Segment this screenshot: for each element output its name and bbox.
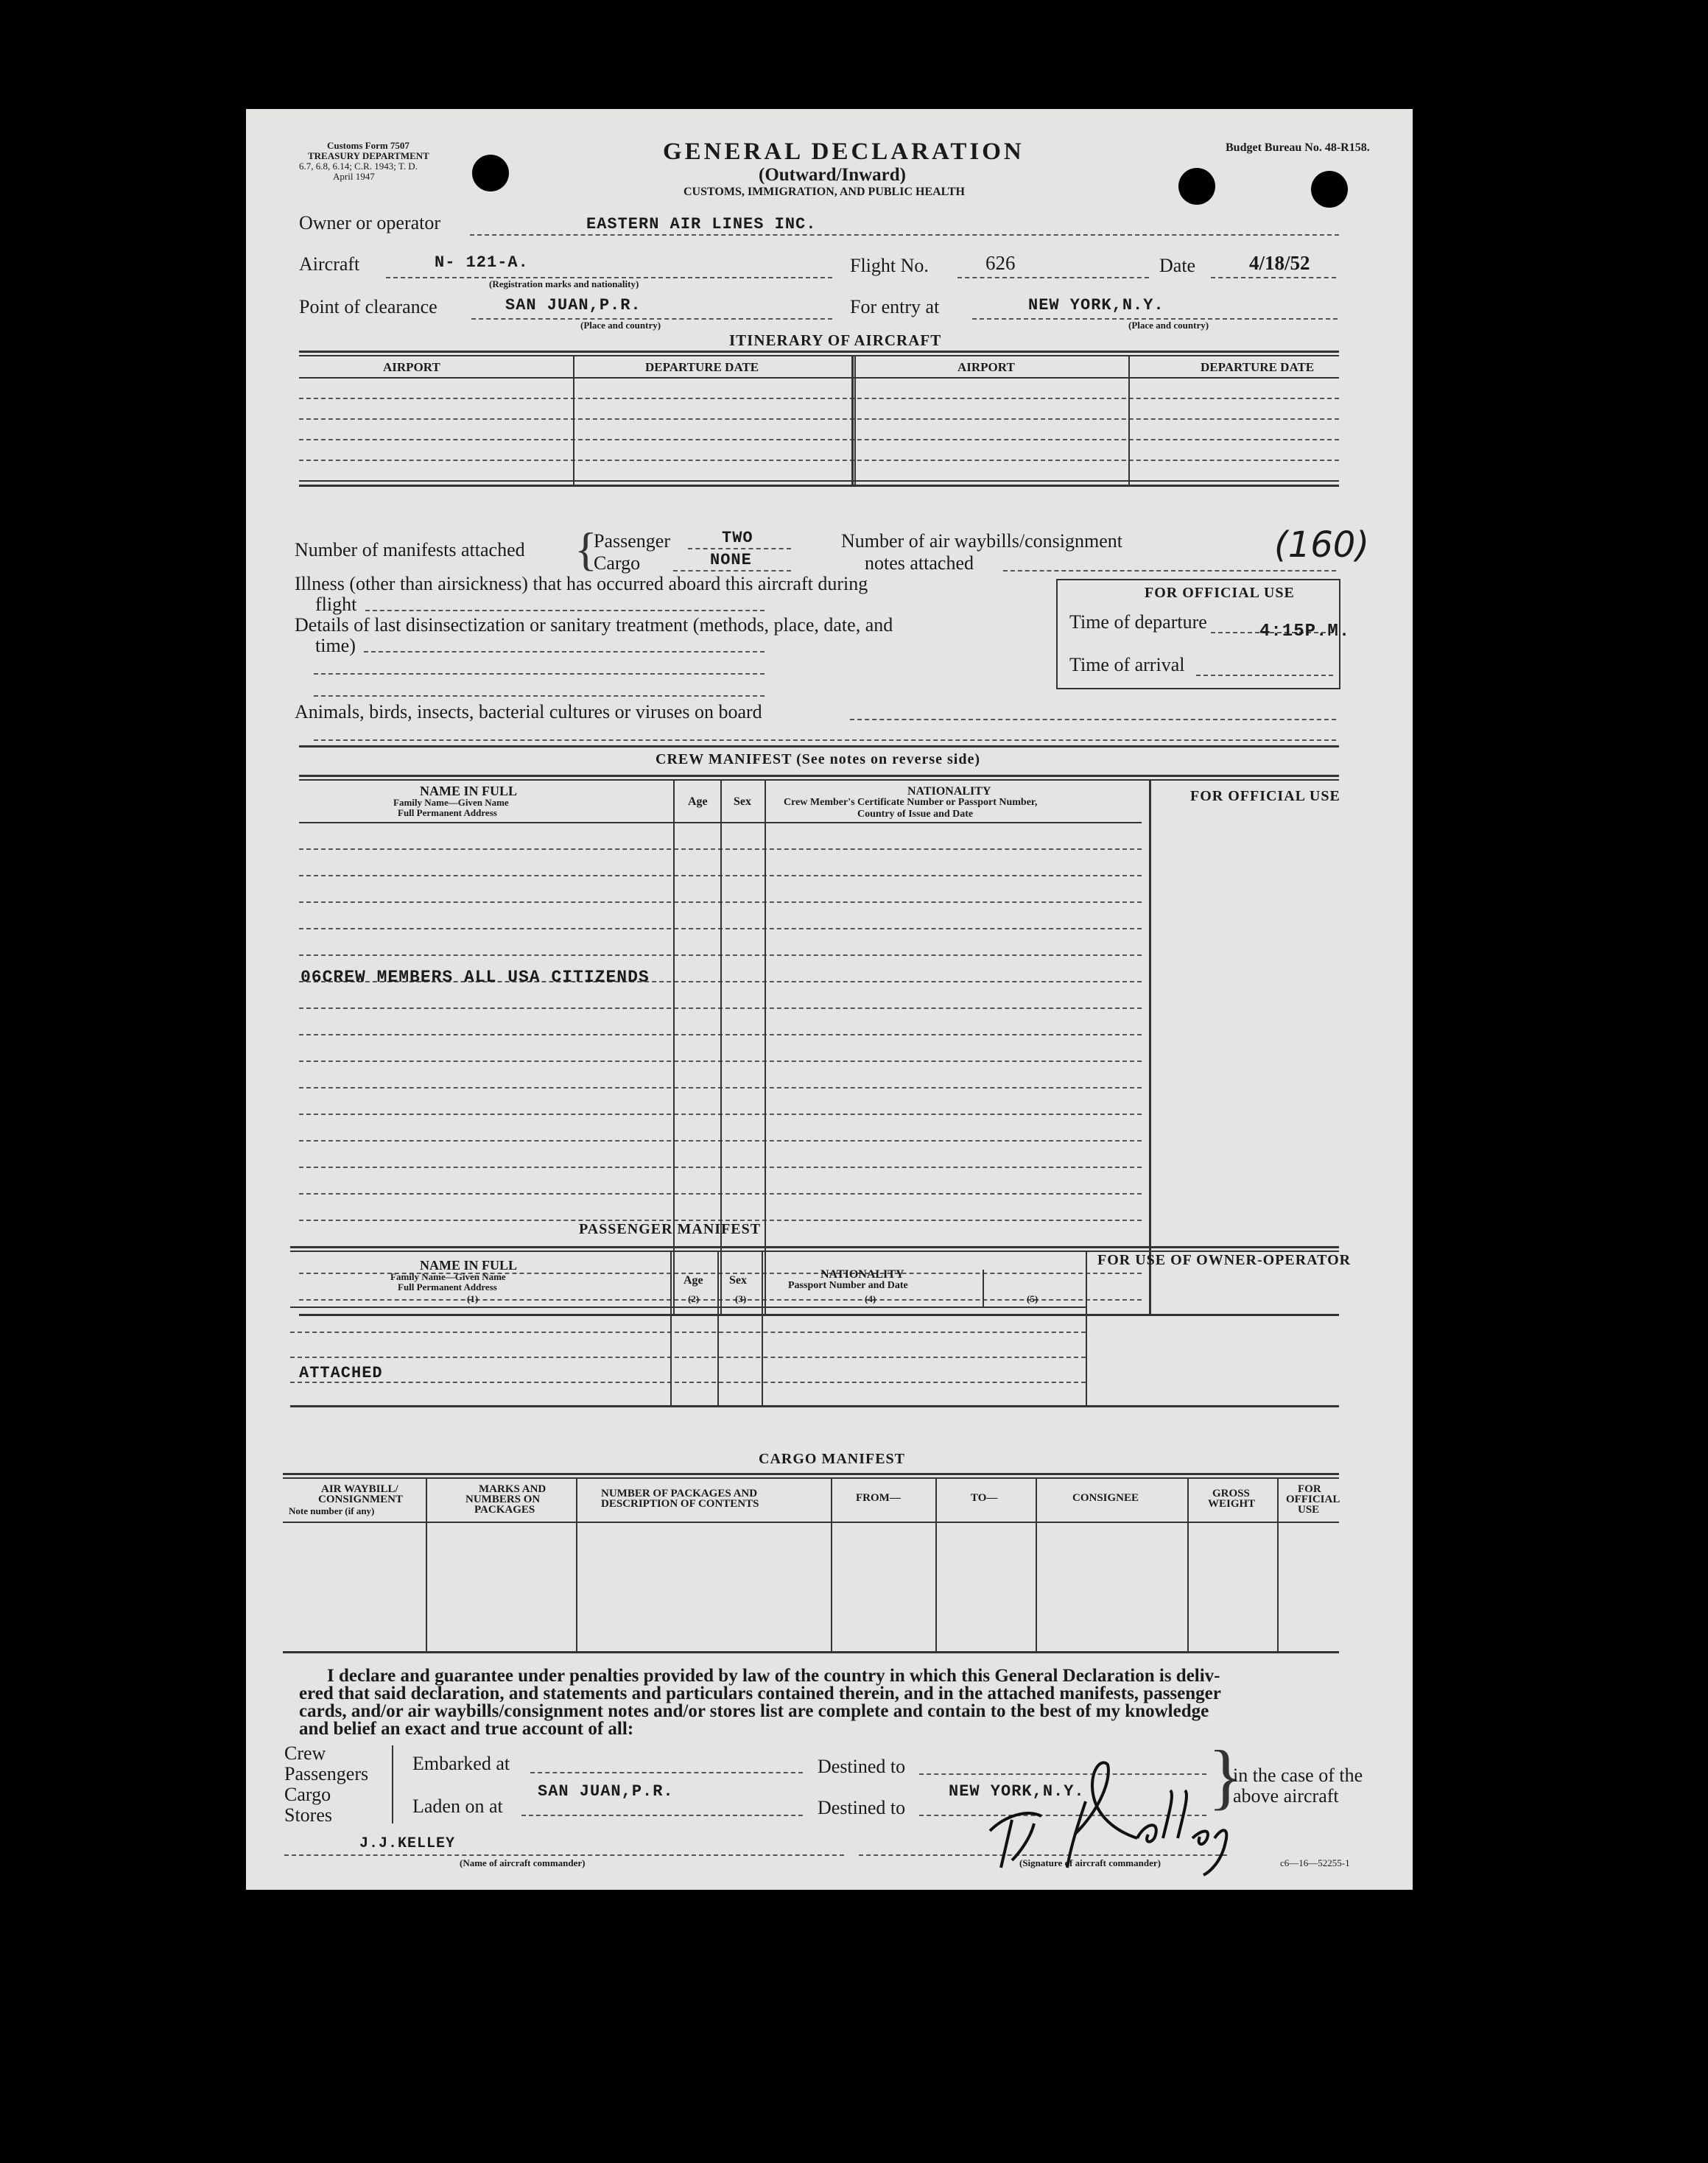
laden-label: Laden on at xyxy=(412,1796,503,1817)
pass-col-sex-num: (3) xyxy=(735,1293,747,1304)
cargo-col-1-b: CONSIGNMENT xyxy=(318,1494,404,1505)
waybills-label2: notes attached xyxy=(865,552,974,574)
crew-col-name3: Full Permanent Address xyxy=(398,807,497,818)
crew-title: CREW MANIFEST (See notes on reverse side) xyxy=(656,751,980,767)
cargo-col-3-b: DESCRIPTION OF CONTENTS xyxy=(601,1498,759,1510)
itinerary-col-airport-2: AIRPORT xyxy=(957,360,1015,374)
form-subtitle: (Outward/Inward) xyxy=(759,165,907,185)
cargo-col-1-a: AIR WAYBILL/ xyxy=(321,1483,398,1495)
cargo-col-8-b: OFFICIAL xyxy=(1286,1494,1340,1505)
form-subtitle2: CUSTOMS, IMMIGRATION, AND PUBLIC HEALTH xyxy=(683,186,965,198)
entry-value: NEW YORK,N.Y. xyxy=(1028,296,1164,314)
passenger-entry: ATTACHED xyxy=(299,1364,383,1382)
itinerary-col-departure-2: DEPARTURE DATE xyxy=(1201,360,1315,374)
owner-value: EASTERN AIR LINES INC. xyxy=(586,215,817,233)
form-number: Customs Form 7507 xyxy=(327,140,410,151)
budget-bureau: Budget Bureau No. 48-R158. xyxy=(1226,141,1370,154)
cargo-label: Cargo xyxy=(594,552,641,574)
pass-col-age: Age xyxy=(683,1274,703,1287)
pass-col-nat-num: (4) xyxy=(865,1293,876,1304)
waybills-label: Number of air waybills/consignment xyxy=(841,530,1122,552)
destined-label2: Destined to xyxy=(818,1797,906,1818)
flight-value: 626 xyxy=(985,252,1016,274)
case-label2: above aircraft xyxy=(1233,1785,1339,1807)
cargo-col-2-b: NUMBERS ON xyxy=(465,1494,541,1505)
commander-signature xyxy=(960,1750,1270,1882)
cargo-col-8-c: USE xyxy=(1298,1504,1320,1516)
embarked-label: Embarked at xyxy=(412,1753,510,1774)
cargo-col-8-a: FOR xyxy=(1298,1483,1321,1495)
disinsect-label: Details of last disinsectization or sanitary treatment (methods, place, date, and xyxy=(295,614,893,636)
itinerary-title: ITINERARY OF AIRCRAFT xyxy=(729,331,942,349)
decl-stores: Stores xyxy=(284,1804,332,1826)
declaration-line4: and belief an exact and true account of all: xyxy=(299,1719,634,1739)
punch-hole-mid xyxy=(1178,168,1215,205)
pass-col-age-num: (2) xyxy=(688,1293,700,1304)
illness-label: Illness (other than airsickness) that has occurred aboard this aircraft during xyxy=(295,573,868,594)
pass-col-name2: Family Name—Given Name xyxy=(390,1271,506,1282)
manifests-label: Number of manifests attached xyxy=(295,539,525,560)
animals-label: Animals, birds, insects, bacterial cultures or viruses on board xyxy=(295,701,762,722)
cargo-col-3-a: NUMBER OF PACKAGES AND xyxy=(601,1488,758,1499)
itinerary-col-departure-1: DEPARTURE DATE xyxy=(645,360,759,374)
punch-hole-right xyxy=(1311,171,1348,208)
form-department: TREASURY DEPARTMENT xyxy=(308,150,429,161)
itinerary-col-airport-1: AIRPORT xyxy=(383,360,440,374)
crew-col-nat3: Country of Issue and Date xyxy=(857,809,974,820)
cargo-col-4: FROM— xyxy=(856,1492,901,1504)
pass-col-name-num: (1) xyxy=(467,1293,479,1304)
passenger-label: Passenger xyxy=(594,530,670,552)
clearance-value: SAN JUAN,P.R. xyxy=(505,296,642,314)
pass-col-name: NAME IN FULL xyxy=(420,1258,518,1273)
crew-col-name2: Family Name—Given Name xyxy=(393,797,509,808)
pass-col5-num: (5) xyxy=(1027,1293,1038,1304)
cargo-col-2-a: MARKS AND xyxy=(479,1483,547,1495)
commander-value: J.J.KELLEY xyxy=(359,1835,456,1852)
case-label: in the case of the xyxy=(1233,1765,1363,1786)
punch-hole-left xyxy=(472,155,509,191)
form-regs: 6.7, 6.8, 6.14; C.R. 1943; T. D. xyxy=(299,161,418,172)
cargo-col-7-a: GROSS xyxy=(1212,1488,1250,1499)
declaration-form xyxy=(246,109,1413,1890)
passenger-title: PASSENGER MANIFEST xyxy=(579,1221,762,1237)
cargo-title: CARGO MANIFEST xyxy=(759,1451,906,1467)
cargo-col-2-c: PACKAGES xyxy=(474,1504,535,1516)
signature-note: (Signature of aircraft commander) xyxy=(1019,1857,1161,1868)
departure-value: 4:15P.M. xyxy=(1259,622,1351,641)
print-code: c6—16—52255-1 xyxy=(1280,1857,1350,1868)
aircraft-label: Aircraft xyxy=(299,253,360,275)
decl-brace: } xyxy=(1208,1735,1243,1817)
embarked-value: SAN JUAN,P.R. xyxy=(538,1782,674,1801)
pass-col-nat2: Passport Number and Date xyxy=(788,1280,908,1291)
clearance-label: Point of clearance xyxy=(299,296,437,317)
aircraft-value: N- 121-A. xyxy=(435,253,529,272)
crew-col-nat: NATIONALITY xyxy=(907,785,991,798)
cargo-col-5: TO— xyxy=(971,1492,998,1504)
date-value: 4/18/52 xyxy=(1249,252,1310,274)
owner-label: Owner or operator xyxy=(299,212,441,233)
decl-crew: Crew xyxy=(284,1742,326,1764)
arrival-label: Time of arrival xyxy=(1069,654,1185,675)
destined-label: Destined to xyxy=(818,1756,906,1777)
disinsect-label2: time) xyxy=(315,635,356,656)
illness-label2: flight xyxy=(315,594,357,615)
cargo-value: NONE xyxy=(710,551,752,569)
declaration-line1: I declare and guarantee under penalties provided by law of the country in which this General Declaration is deliv- xyxy=(327,1666,1220,1686)
date-label: Date xyxy=(1159,255,1196,276)
pass-col-name3: Full Permanent Address xyxy=(398,1281,497,1292)
declaration-line2: ered that said declaration, and statements and particulars contained therein, and in the attached manifests, passenger xyxy=(299,1684,1221,1703)
crew-col-official: FOR OFFICIAL USE xyxy=(1190,788,1340,804)
departure-label: Time of departure xyxy=(1069,611,1207,633)
commander-note: (Name of aircraft commander) xyxy=(460,1857,586,1868)
crew-col-sex: Sex xyxy=(734,795,751,808)
crew-entry: 06CREW MEMBERS ALL USA CITIZENDS xyxy=(301,968,650,987)
cargo-col-6: CONSIGNEE xyxy=(1072,1492,1139,1504)
entry-label: For entry at xyxy=(850,296,940,317)
waybills-value: (160) xyxy=(1274,524,1370,566)
aircraft-note: (Registration marks and nationality) xyxy=(489,278,639,289)
destined-value: NEW YORK,N.Y. xyxy=(949,1782,1085,1801)
cargo-col-1-c: Note number (if any) xyxy=(289,1505,375,1516)
form-date: April 1947 xyxy=(333,171,375,182)
pass-col-sex: Sex xyxy=(729,1274,747,1287)
passenger-value: TWO xyxy=(722,529,753,547)
declaration-line3: cards, and/or air waybills/consignment notes and/or stores list are complete and contain to the best of my knowledge xyxy=(299,1701,1209,1721)
crew-col-age: Age xyxy=(688,795,708,808)
crew-col-nat2: Crew Member's Certificate Number or Passport Number, xyxy=(784,797,1038,808)
pass-col-nat: NATIONALITY xyxy=(820,1268,904,1281)
flight-label: Flight No. xyxy=(850,255,929,276)
clearance-note: (Place and country) xyxy=(580,320,661,331)
form-title: GENERAL DECLARATION xyxy=(663,138,1025,165)
decl-passengers: Passengers xyxy=(284,1763,369,1784)
decl-cargo: Cargo xyxy=(284,1784,331,1805)
official-use-title: FOR OFFICIAL USE xyxy=(1145,585,1295,601)
pass-col-owner: FOR USE OF OWNER-OPERATOR xyxy=(1097,1252,1352,1268)
entry-note: (Place and country) xyxy=(1128,320,1209,331)
crew-col-name: NAME IN FULL xyxy=(420,784,518,798)
manifests-brace: { xyxy=(574,523,597,575)
cargo-col-7-b: WEIGHT xyxy=(1208,1498,1256,1510)
